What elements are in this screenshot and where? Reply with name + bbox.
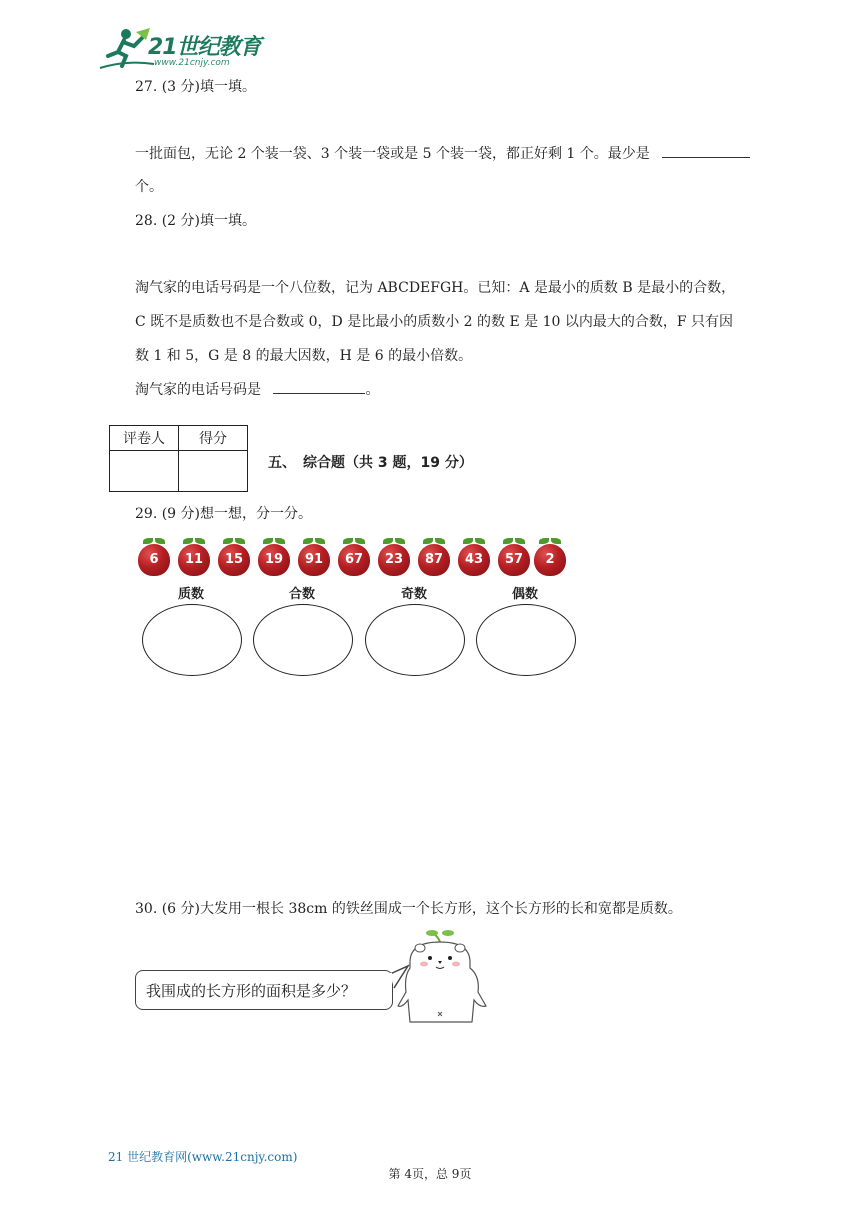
apple-number-label: 15: [224, 552, 244, 567]
footer-page-number: 第 4页，总 9页: [388, 1167, 472, 1181]
apple-number-6[interactable]: [137, 538, 171, 578]
apple-leaf-icon: [515, 538, 525, 544]
q27-question: 一批面包，无论 2 个装一袋、3 个装一袋或是 5 个装一袋，都正好剩 1 个。最少是: [135, 146, 650, 162]
q29-title: 29. (9 分)想一想，分一分。: [135, 506, 312, 522]
score-table-score-header: 得分: [179, 426, 248, 451]
apple-number-11[interactable]: [177, 538, 211, 578]
apple-leaf-icon: [235, 538, 245, 544]
speech-bubble-text: 我围成的长方形的面积是多少？: [146, 982, 357, 1000]
apple-leaf-icon: [315, 538, 325, 544]
q27-answer-blank[interactable]: [662, 143, 750, 158]
section-5-title: 五、 综合题（共 3 题，19 分）: [268, 455, 473, 471]
apple-number-2[interactable]: [533, 538, 567, 578]
apple-leaf-icon: [395, 538, 405, 544]
logo-url-text: www.21cnjy.com: [154, 58, 230, 68]
composite-answer-oval[interactable]: [253, 604, 353, 676]
apple-number-label: 43: [464, 552, 484, 567]
logo-brand-text: 21世纪教育: [148, 35, 261, 60]
apple-number-91[interactable]: [297, 538, 331, 578]
q28-line-1: 淘气家的电话号码是一个八位数，记为 ABCDEFGH。已知：A 是最小的质数 B 是最小的合数，: [135, 280, 736, 296]
apple-number-67[interactable]: [337, 538, 371, 578]
category-label-prime: 质数: [178, 587, 205, 602]
apple-number-label: 23: [384, 552, 404, 567]
q28-answer-blank[interactable]: [273, 379, 365, 394]
category-label-composite: 合数: [289, 587, 316, 602]
apple-number-label: 91: [304, 552, 324, 567]
apple-leaf-icon: [475, 538, 485, 544]
apple-number-label: 11: [184, 552, 204, 567]
q27-text: [135, 143, 750, 163]
apple-number-87[interactable]: [417, 538, 451, 578]
even-answer-oval[interactable]: [476, 604, 576, 676]
site-logo: [96, 26, 266, 74]
apple-leaf-icon: [435, 538, 445, 544]
apple-number-43[interactable]: [457, 538, 491, 578]
apple-number-19[interactable]: [257, 538, 291, 578]
q30-title: 30. (6 分)大发用一根长 38cm 的铁丝围成一个长方形，这个长方形的长和宽都是质数。: [135, 901, 682, 917]
apple-leaf-icon: [355, 538, 365, 544]
score-table-reviewer-header: 评卷人: [110, 426, 179, 451]
apple-number-label: 67: [344, 552, 364, 567]
odd-answer-oval[interactable]: [365, 604, 465, 676]
apple-leaf-icon: [551, 538, 561, 544]
apple-number-label: 87: [424, 552, 444, 567]
prime-answer-oval[interactable]: [142, 604, 242, 676]
q27-title: 27. (3 分)填一填。: [135, 79, 256, 95]
q28-answer-suffix: 。: [365, 382, 380, 398]
apple-number-15[interactable]: [217, 538, 251, 578]
apple-number-23[interactable]: [377, 538, 411, 578]
polar-bear-illustration-icon: [396, 928, 488, 1024]
apple-number-label: 57: [504, 552, 524, 567]
category-label-even: 偶数: [512, 587, 539, 602]
footer-source-link[interactable]: 21 世纪教育网(www.21cnjy.com): [108, 1150, 298, 1164]
q28-answer-prefix: 淘气家的电话号码是: [135, 382, 261, 398]
apple-leaf-icon: [275, 538, 285, 544]
apple-number-label: 6: [149, 552, 159, 567]
apple-number-57[interactable]: [497, 538, 531, 578]
score-table-reviewer-cell[interactable]: [110, 451, 179, 492]
speech-bubble: [135, 970, 393, 1010]
apple-leaf-icon: [195, 538, 205, 544]
q28-answer-line: [135, 379, 379, 399]
q27-text-end: 个。: [135, 179, 163, 195]
apple-number-label: 19: [264, 552, 284, 567]
q28-title: 28. (2 分)填一填。: [135, 213, 256, 229]
score-table: [109, 425, 248, 492]
runner-logo-icon: [96, 26, 156, 74]
apple-number-label: 2: [545, 552, 555, 567]
q28-line-3: 数 1 和 5，G 是 8 的最大因数，H 是 6 的最小倍数。: [135, 348, 473, 364]
apple-leaf-icon: [155, 538, 165, 544]
category-label-odd: 奇数: [401, 587, 428, 602]
q28-line-2: C 既不是质数也不是合数或 0，D 是比最小的质数小 2 的数 E 是 10 以内最大的合数，F 只有因: [135, 314, 733, 330]
score-table-score-cell[interactable]: [179, 451, 248, 492]
